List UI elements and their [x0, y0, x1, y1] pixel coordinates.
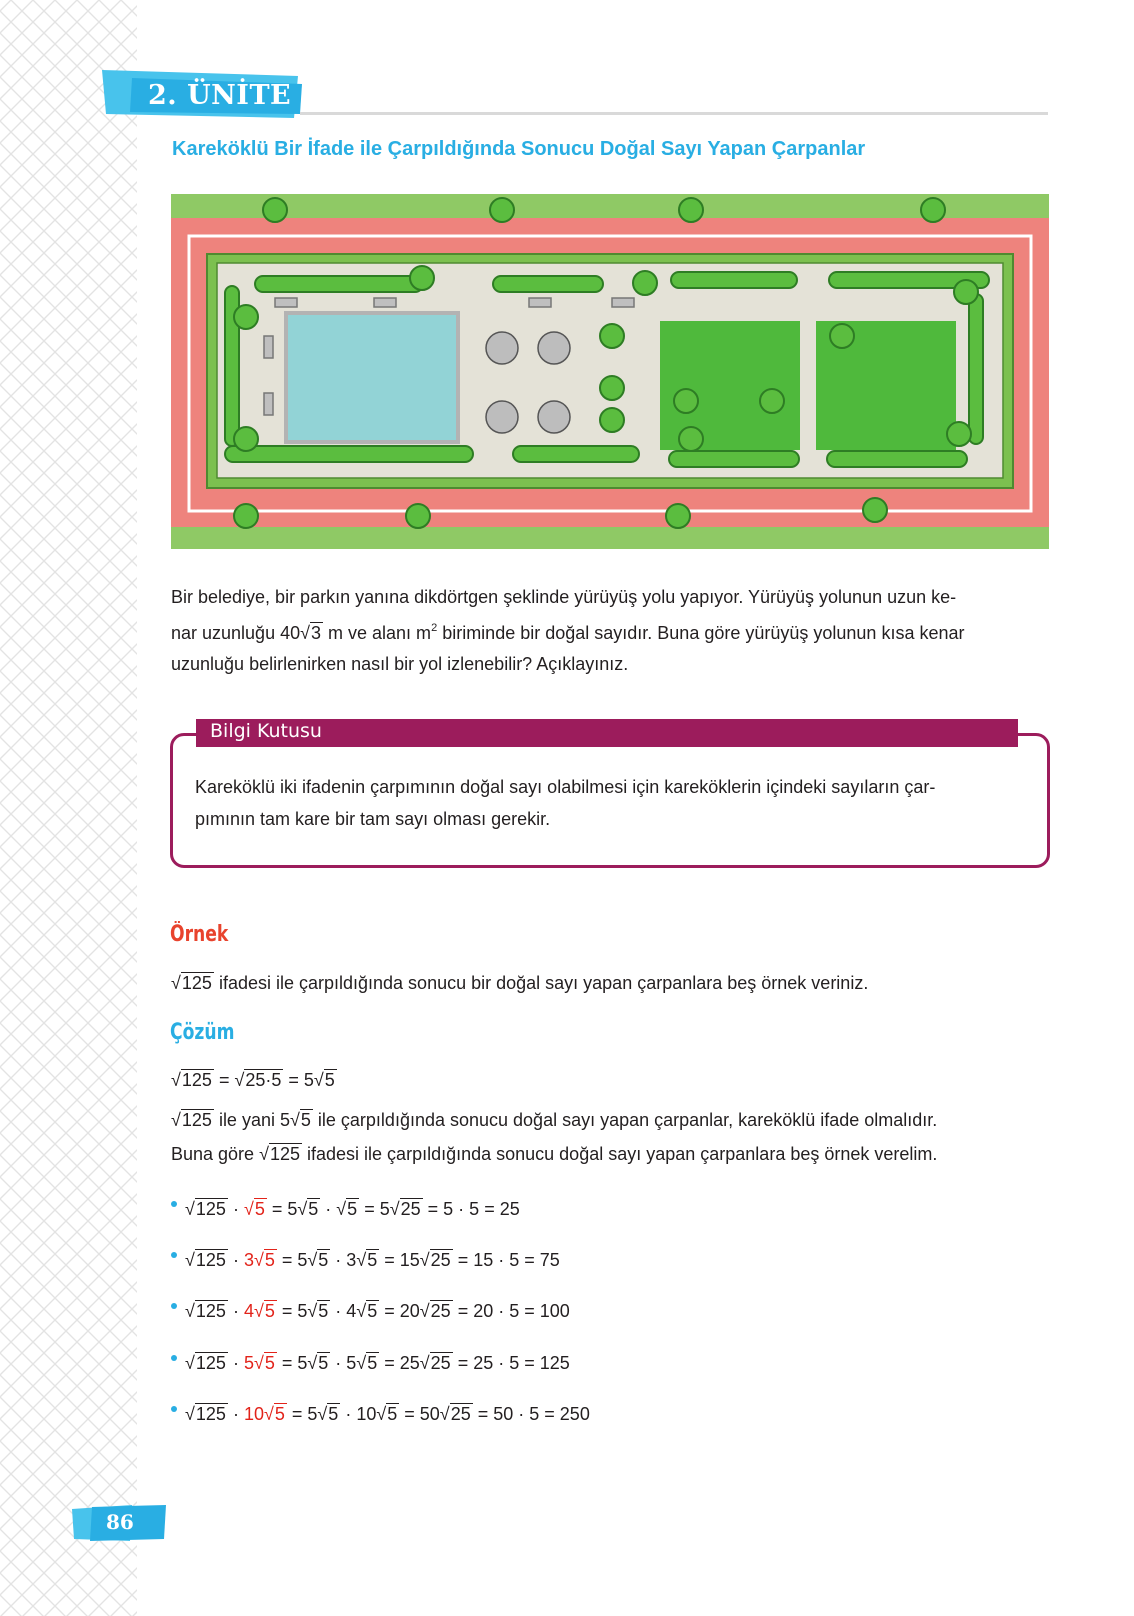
- info-box-line-1: Kareköklü iki ifadenin çarpımının doğal sayı olabilmesi için kareköklerin içindeki sayıların çar-: [195, 777, 936, 797]
- page-number: 86: [106, 1510, 134, 1534]
- solution-line-2: √125 ile yani 5√5 ile çarpıldığında sonucu doğal sayı yapan çarpanlar, kareköklü ifade olmalıdır.: [171, 1110, 938, 1130]
- bullet-dot: [171, 1406, 177, 1412]
- unit-label: 2. ÜNİTE: [148, 80, 292, 111]
- solution-item-1: √125 · √5 = 5√5 · √5 = 5√25 = 5 · 5 = 25: [171, 1199, 520, 1220]
- solution-title: Çözüm: [170, 1020, 235, 1045]
- example-title: Örnek: [170, 922, 229, 947]
- example-text: √125 ifadesi ile çarpıldığında sonucu bir doğal sayı yapan çarpanlara beş örnek veriniz.: [171, 973, 869, 993]
- solution-item-5: √125 · 10√5 = 5√5 · 10√5 = 50√25 = 50 · 5 = 250: [171, 1404, 590, 1425]
- intro-line-2: nar uzunluğu 40√3 m ve alanı $m^2$ biriminde bir doğal sayıdır. Buna göre yürüyüş yolunun kısa kenar: [171, 622, 965, 643]
- bullet-dot: [171, 1355, 177, 1361]
- intro-line-1: Bir belediye, bir parkın yanına dikdörtgen şeklinde yürüyüş yolu yapıyor. Yürüyüş yolunun uzun ke-: [171, 587, 957, 607]
- info-box-body: [195, 771, 1025, 835]
- info-box-title: Bilgi Kutusu: [210, 720, 322, 742]
- park-illustration: [171, 194, 1049, 549]
- solution-item-3: √125 · 4√5 = 5√5 · 4√5 = 20√25 = 20 · 5 = 100: [171, 1301, 570, 1322]
- solution-equation-1: √125 = √25·5 = 5√5: [171, 1070, 335, 1090]
- bullet-dot: [171, 1252, 177, 1258]
- header-rule: [300, 112, 1048, 115]
- solution-item-2: √125 · 3√5 = 5√5 · 3√5 = 15√25 = 15 · 5 = 75: [171, 1250, 560, 1271]
- solution-item-4: √125 · 5√5 = 5√5 · 5√5 = 25√25 = 25 · 5 = 125: [171, 1353, 570, 1374]
- side-diamond-pattern: [0, 0, 137, 1616]
- solution-line-3: Buna göre √125 ifadesi ile çarpıldığında sonucu doğal sayı yapan çarpanlara beş örnek verelim.: [171, 1144, 938, 1164]
- intro-line-3: uzunluğu belirlenirken nasıl bir yol izlenebilir? Açıklayınız.: [171, 654, 629, 674]
- intro-paragraph: [171, 582, 1051, 680]
- section-title: Kareköklü Bir İfade ile Çarpıldığında Sonucu Doğal Sayı Yapan Çarpanlar: [172, 138, 866, 160]
- bullet-dot: [171, 1303, 177, 1309]
- info-box-line-2: pımının tam kare bir tam sayı olması gerekir.: [195, 809, 551, 829]
- bullet-dot: [171, 1201, 177, 1207]
